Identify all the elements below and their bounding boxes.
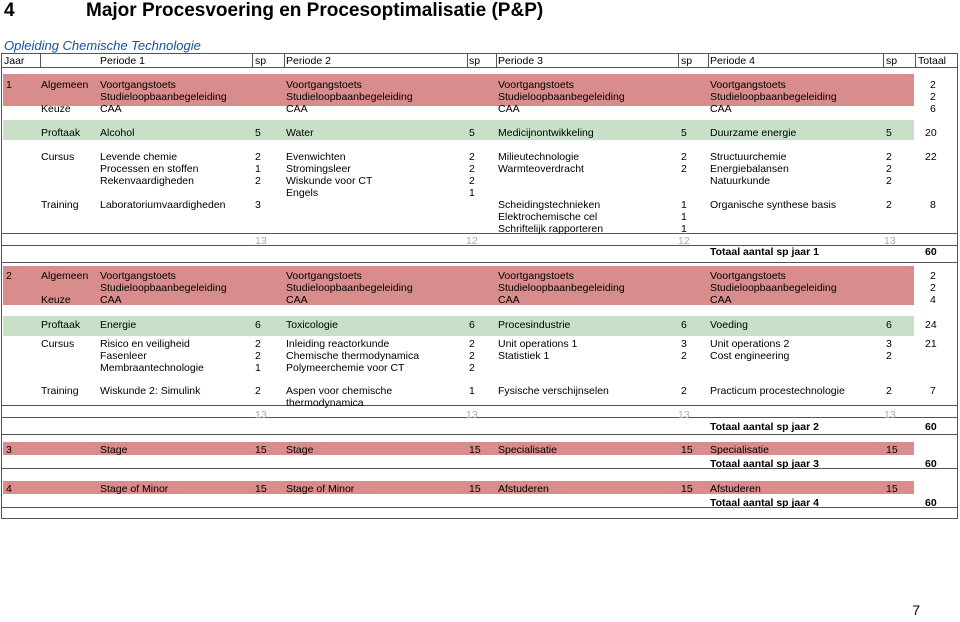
y2-proftaak-3: Procesindustrie xyxy=(498,319,571,331)
y1-t3sp-1: 1 xyxy=(681,211,687,223)
header-periode-3: Periode 3 xyxy=(498,55,543,67)
y2-year: 2 xyxy=(6,270,12,282)
y1-cursus-label: Cursus xyxy=(41,151,75,163)
y1-cursus-total: 22 xyxy=(925,151,937,163)
y1-sb-1: Studieloopbaanbegeleiding xyxy=(100,91,227,103)
y2-c3-1: Statistiek 1 xyxy=(498,350,550,362)
y2-proftaak-label: Proftaak xyxy=(41,319,81,331)
y1-c2-2: Wiskunde voor CT xyxy=(286,175,373,187)
y1-proftaak-2-sp: 5 xyxy=(469,127,475,139)
y2-caa-2: CAA xyxy=(286,294,308,306)
y2-sum-2: 13 xyxy=(466,409,478,421)
header-periode-4: Periode 4 xyxy=(710,55,755,67)
y1-c1sp-2: 2 xyxy=(255,175,261,187)
y2-t2-1: thermodynamica xyxy=(286,397,364,409)
y2-c3-0: Unit operations 1 xyxy=(498,338,578,350)
y3-year: 3 xyxy=(6,444,12,456)
y1-proftaak-4: Duurzame energie xyxy=(710,127,797,139)
y2-cursus-total: 21 xyxy=(925,338,937,350)
y2-algemeen-label: Algemeen xyxy=(41,270,89,282)
y1-t4sp: 2 xyxy=(886,199,892,211)
y3-item-3: Specialisatie xyxy=(498,444,557,456)
header-sp-4: sp xyxy=(886,55,898,67)
y2-c3sp-1: 2 xyxy=(681,350,687,362)
y1-proftaak-2: Water xyxy=(286,127,314,139)
y3-item-1-sp: 15 xyxy=(255,444,267,456)
y2-sb-2: Studieloopbaanbegeleiding xyxy=(286,282,413,294)
y2-c1-2: Membraantechnologie xyxy=(100,362,204,374)
chapter-heading xyxy=(0,0,960,30)
y2-cursus-label: Cursus xyxy=(41,338,75,350)
y2-c2sp-0: 2 xyxy=(469,338,475,350)
y4-total: 60 xyxy=(925,497,937,509)
y1-t1: Laboratoriumvaardigheden xyxy=(100,199,226,211)
y1-c2-3: Engels xyxy=(286,187,319,199)
y4-total-label: Totaal aantal sp jaar 4 xyxy=(710,497,819,509)
y2-c1-0: Risico en veiligheid xyxy=(100,338,190,350)
y3-item-1: Stage xyxy=(100,444,128,456)
y1-keuze-total: 6 xyxy=(930,103,936,115)
y1-proftaak-4-sp: 5 xyxy=(886,127,892,139)
y2-vg-1: Voortgangstoets xyxy=(100,270,176,282)
y1-vg-4: Voortgangstoets xyxy=(710,79,786,91)
program-subtitle: Opleiding Chemische Technologie xyxy=(4,38,201,53)
y2-t2sp: 1 xyxy=(469,385,475,397)
y2-c1sp-1: 2 xyxy=(255,350,261,362)
y1-t3-2: Schriftelijk rapporteren xyxy=(498,223,604,235)
y2-sum-4: 13 xyxy=(884,409,896,421)
y1-proftaak-1-sp: 5 xyxy=(255,127,261,139)
y2-c2-1: Chemische thermodynamica xyxy=(286,350,420,362)
y2-t2-0: Aspen voor chemische xyxy=(286,385,393,397)
y2-sb-3: Studieloopbaanbegeleiding xyxy=(498,282,625,294)
y4-year: 4 xyxy=(6,483,12,495)
y1-c2sp-1: 2 xyxy=(469,163,475,175)
y1-vg-3: Voortgangstoets xyxy=(498,79,574,91)
y2-proftaak-1: Energie xyxy=(100,319,137,331)
y1-alg-total-2: 2 xyxy=(930,91,936,103)
y2-c4-0: Unit operations 2 xyxy=(710,338,790,350)
y1-c2sp-2: 2 xyxy=(469,175,475,187)
y4-item-3: Afstuderen xyxy=(498,483,549,495)
y1-c3sp-1: 2 xyxy=(681,163,687,175)
y1-total: 60 xyxy=(925,246,937,258)
y2-vg-3: Voortgangstoets xyxy=(498,270,574,282)
y1-t4: Organische synthese basis xyxy=(710,199,837,211)
y1-c4sp-1: 2 xyxy=(886,163,892,175)
y2-total: 60 xyxy=(925,421,937,433)
y1-c3-1: Warmteoverdracht xyxy=(498,163,584,175)
y1-proftaak-1: Alcohol xyxy=(100,127,135,139)
y2-t4: Practicum procestechnologie xyxy=(710,385,845,397)
y1-c1-2: Rekenvaardigheden xyxy=(100,175,194,187)
y1-sum-3: 12 xyxy=(678,235,690,247)
y1-c2sp-0: 2 xyxy=(469,151,475,163)
y1-c3-0: Milieutechnologie xyxy=(498,151,580,163)
y4-item-2: Stage of Minor xyxy=(286,483,355,495)
y1-vg-2: Voortgangstoets xyxy=(286,79,362,91)
y4-item-4: Afstuderen xyxy=(710,483,761,495)
y1-c4sp-2: 2 xyxy=(886,175,892,187)
y2-proftaak-3-sp: 6 xyxy=(681,319,687,331)
page-number: 7 xyxy=(912,602,920,618)
y2-keuze-label: Keuze xyxy=(41,294,71,306)
y3-item-2: Stage xyxy=(286,444,314,456)
y1-proftaak-3: Medicijnontwikkeling xyxy=(498,127,594,139)
y1-c4-2: Natuurkunde xyxy=(710,175,771,187)
y2-alg-total-2: 2 xyxy=(930,282,936,294)
y1-sb-3: Studieloopbaanbegeleiding xyxy=(498,91,625,103)
y1-t3sp-2: 1 xyxy=(681,223,687,235)
y1-sum-2: 12 xyxy=(466,235,478,247)
y1-c1-1: Processen en stoffen xyxy=(100,163,199,175)
y2-c1sp-0: 2 xyxy=(255,338,261,350)
y1-sb-2: Studieloopbaanbegeleiding xyxy=(286,91,413,103)
chapter-number: 4 xyxy=(4,0,15,21)
y4-item-4-sp: 15 xyxy=(886,483,898,495)
header-sp-3: sp xyxy=(681,55,693,67)
y1-total-label: Totaal aantal sp jaar 1 xyxy=(710,246,819,258)
y4-item-3-sp: 15 xyxy=(681,483,693,495)
y2-c4sp-1: 2 xyxy=(886,350,892,362)
y1-sum-4: 13 xyxy=(884,235,896,247)
y1-year: 1 xyxy=(6,79,12,91)
y2-t1: Wiskunde 2: Simulink xyxy=(100,385,201,397)
y2-c4sp-0: 3 xyxy=(886,338,892,350)
y2-proftaak-4: Voeding xyxy=(710,319,748,331)
y1-c4-0: Structuurchemie xyxy=(710,151,787,163)
y3-total-label: Totaal aantal sp jaar 3 xyxy=(710,458,819,470)
y2-vg-2: Voortgangstoets xyxy=(286,270,362,282)
y2-total-label: Totaal aantal sp jaar 2 xyxy=(710,421,819,433)
y2-proftaak-1-sp: 6 xyxy=(255,319,261,331)
y2-c3sp-0: 3 xyxy=(681,338,687,350)
y2-proftaak-band xyxy=(3,316,914,336)
y1-c4sp-0: 2 xyxy=(886,151,892,163)
y3-item-4: Specialisatie xyxy=(710,444,769,456)
y1-sum-1: 13 xyxy=(255,235,267,247)
y2-sb-1: Studieloopbaanbegeleiding xyxy=(100,282,227,294)
y2-proftaak-total: 24 xyxy=(925,319,937,331)
y2-caa-4: CAA xyxy=(710,294,732,306)
y3-item-3-sp: 15 xyxy=(681,444,693,456)
y1-c3sp-0: 2 xyxy=(681,151,687,163)
y2-proftaak-2-sp: 6 xyxy=(469,319,475,331)
y1-t1sp: 3 xyxy=(255,199,261,211)
y1-c2-1: Stromingsleer xyxy=(286,163,351,175)
y2-c2sp-2: 2 xyxy=(469,362,475,374)
y3-item-4-sp: 15 xyxy=(886,444,898,456)
y3-band xyxy=(3,442,914,455)
y1-c2sp-3: 1 xyxy=(469,187,475,199)
y1-c1sp-0: 2 xyxy=(255,151,261,163)
y2-training-label: Training xyxy=(41,385,79,397)
y3-item-2-sp: 15 xyxy=(469,444,481,456)
header-sp-2: sp xyxy=(469,55,481,67)
y1-proftaak-label: Proftaak xyxy=(41,127,81,139)
y1-proftaak-3-sp: 5 xyxy=(681,127,687,139)
y2-sum-1: 13 xyxy=(255,409,267,421)
header-periode-1: Periode 1 xyxy=(100,55,145,67)
y2-c1-1: Fasenleer xyxy=(100,350,147,362)
header-jaar: Jaar xyxy=(4,55,25,67)
y2-c1sp-2: 1 xyxy=(255,362,261,374)
y2-proftaak-2: Toxicologie xyxy=(286,319,338,331)
y2-t1sp: 2 xyxy=(255,385,261,397)
y4-item-2-sp: 15 xyxy=(469,483,481,495)
y1-training-label: Training xyxy=(41,199,79,211)
y2-c2-2: Polymeerchemie voor CT xyxy=(286,362,405,374)
y1-c2-0: Evenwichten xyxy=(286,151,346,163)
header-totaal: Totaal xyxy=(918,55,947,67)
y2-c2sp-1: 2 xyxy=(469,350,475,362)
y1-caa-4: CAA xyxy=(710,103,732,115)
y1-c1-0: Levende chemie xyxy=(100,151,178,163)
y2-caa-1: CAA xyxy=(100,294,122,306)
y2-t4sp: 2 xyxy=(886,385,892,397)
header-sp-1: sp xyxy=(255,55,267,67)
y2-caa-3: CAA xyxy=(498,294,520,306)
header-periode-2: Periode 2 xyxy=(286,55,331,67)
y1-algemeen-label: Algemeen xyxy=(41,79,89,91)
y2-sum-3: 13 xyxy=(678,409,690,421)
y2-proftaak-4-sp: 6 xyxy=(886,319,892,331)
y1-training-total: 8 xyxy=(930,199,936,211)
y4-item-1-sp: 15 xyxy=(255,483,267,495)
y2-sb-4: Studieloopbaanbegeleiding xyxy=(710,282,837,294)
y1-alg-total: 2 xyxy=(930,79,936,91)
y4-item-1: Stage of Minor xyxy=(100,483,169,495)
y2-t3: Fysische verschijnselen xyxy=(498,385,609,397)
y1-sb-4: Studieloopbaanbegeleiding xyxy=(710,91,837,103)
y2-vg-4: Voortgangstoets xyxy=(710,270,786,282)
y2-keuze-total: 4 xyxy=(930,294,936,306)
y1-vg-1: Voortgangstoets xyxy=(100,79,176,91)
y3-total: 60 xyxy=(925,458,937,470)
y2-c4-1: Cost engineering xyxy=(710,350,790,362)
y1-c1sp-1: 1 xyxy=(255,163,261,175)
y1-caa-3: CAA xyxy=(498,103,520,115)
y2-alg-total: 2 xyxy=(930,270,936,282)
y2-c2-0: Inleiding reactorkunde xyxy=(286,338,390,350)
chapter-title: Major Procesvoering en Procesoptimalisatie (P&P) xyxy=(86,0,544,21)
y1-caa-2: CAA xyxy=(286,103,308,115)
y1-proftaak-total: 20 xyxy=(925,127,937,139)
y1-keuze-label: Keuze xyxy=(41,103,71,115)
y1-t3-0: Scheidingstechnieken xyxy=(498,199,601,211)
y2-t3sp: 2 xyxy=(681,385,687,397)
y1-t3-1: Elektrochemische cel xyxy=(498,211,598,223)
y1-c4-1: Energiebalansen xyxy=(710,163,789,175)
y1-t3sp-0: 1 xyxy=(681,199,687,211)
y2-training-total: 7 xyxy=(930,385,936,397)
y1-caa-1: CAA xyxy=(100,103,122,115)
